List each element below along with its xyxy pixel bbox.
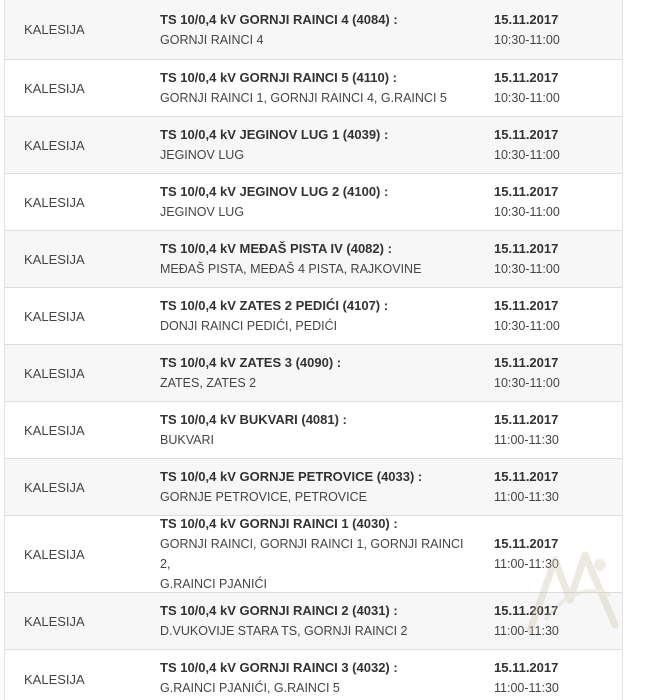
- station-areas: G.RAINCI PJANIĆI, G.RAINCI 5: [160, 681, 340, 695]
- station-areas: BUKVARI: [160, 433, 214, 447]
- table-row: [5, 0, 622, 60]
- station-name: TS 10/0,4 kV BUKVARI (4081) :: [160, 412, 347, 427]
- time-cell: [475, 601, 622, 641]
- station-name: TS 10/0,4 kV ZATES 3 (4090) :: [160, 355, 342, 370]
- outage-time: 10:30-11:00: [494, 319, 560, 333]
- station-cell: [142, 182, 475, 222]
- station-name: TS 10/0,4 kV GORNJE PETROVICE (4033) :: [160, 469, 423, 484]
- outage-date: 15.11.2017: [494, 127, 559, 142]
- station-name: TS 10/0,4 kV GORNJI RAINCI 2 (4031) :: [160, 603, 398, 618]
- outage-time: 10:30-11:00: [494, 376, 560, 390]
- municipality-cell: KALESIJA: [24, 672, 85, 687]
- station-name: TS 10/0,4 kV GORNJI RAINCI 5 (4110) :: [160, 70, 397, 85]
- station-cell: [142, 353, 475, 393]
- time-cell: [475, 10, 622, 50]
- station-cell: [142, 410, 475, 450]
- outage-date: 15.11.2017: [494, 184, 559, 199]
- table-row: [5, 593, 622, 650]
- time-cell: [475, 467, 622, 507]
- municipality-cell: KALESIJA: [24, 365, 85, 381]
- outage-date: 15.11.2017: [494, 412, 559, 427]
- station-areas: MEĐAŠ PISTA, MEĐAŠ 4 PISTA, RAJKOVINE: [160, 262, 422, 276]
- outage-time: 10:30-11:00: [494, 148, 560, 162]
- outage-time: 10:30-11:00: [494, 205, 560, 219]
- station-areas: G.RAINCI PJANIĆI: [160, 577, 267, 591]
- station-cell: [142, 514, 475, 594]
- table-row: [5, 60, 622, 117]
- outage-date: 15.11.2017: [494, 603, 559, 618]
- outage-time: 11:00-11:30: [494, 490, 559, 504]
- station-name: TS 10/0,4 kV JEGINOV LUG 2 (4100) :: [160, 184, 389, 199]
- municipality-cell: KALESIJA: [24, 80, 85, 96]
- time-cell: [475, 410, 622, 450]
- station-cell: [142, 10, 475, 50]
- table-row: [5, 345, 622, 402]
- time-cell: [475, 296, 622, 336]
- station-name: TS 10/0,4 kV GORNJI RAINCI 1 (4030) :: [160, 516, 398, 531]
- outage-time: 10:30-11:00: [494, 32, 560, 47]
- outage-time: 11:00-11:30: [494, 681, 559, 695]
- station-areas: GORNJI RAINCI 1, GORNJI RAINCI 4, G.RAINCI 5: [160, 91, 447, 105]
- municipality-cell: KALESIJA: [24, 308, 85, 324]
- municipality-cell: KALESIJA: [24, 479, 85, 495]
- outage-date: 15.11.2017: [494, 11, 559, 27]
- time-cell: [475, 68, 622, 108]
- station-areas: GORNJI RAINCI 4: [160, 32, 264, 47]
- station-cell: [142, 296, 475, 336]
- municipality-cell: KALESIJA: [24, 22, 85, 37]
- outage-date: 15.11.2017: [494, 536, 559, 551]
- outage-date: 15.11.2017: [494, 241, 559, 256]
- outage-time: 10:30-11:00: [494, 91, 560, 105]
- table-row: [5, 231, 622, 288]
- outage-time: 11:00-11:30: [494, 624, 559, 638]
- outage-date: 15.11.2017: [494, 660, 559, 675]
- outage-table: [4, 0, 623, 700]
- station-areas: GORNJI RAINCI, GORNJI RAINCI 1, GORNJI RAINCI 2,: [160, 537, 464, 571]
- municipality-cell: KALESIJA: [24, 137, 85, 153]
- table-row: [5, 650, 622, 700]
- station-areas: JEGINOV LUG: [160, 148, 245, 162]
- table-row: [5, 402, 622, 459]
- station-name: TS 10/0,4 kV GORNJI RAINCI 3 (4032) :: [160, 660, 398, 675]
- municipality-cell: KALESIJA: [24, 194, 85, 210]
- table-row: [5, 288, 622, 345]
- station-areas: D.VUKOVIJE STARA TS, GORNJI RAINCI 2: [160, 624, 408, 638]
- municipality-cell: KALESIJA: [24, 546, 85, 562]
- station-areas: GORNJE PETROVICE, PETROVICE: [160, 490, 367, 504]
- time-cell: [475, 125, 622, 165]
- outage-date: 15.11.2017: [494, 469, 559, 484]
- municipality-cell: KALESIJA: [24, 422, 85, 438]
- station-areas: ZATES, ZATES 2: [160, 376, 257, 390]
- station-areas: DONJI RAINCI PEDIĆI, PEDIĆI: [160, 319, 338, 333]
- outage-time: 10:30-11:00: [494, 262, 560, 276]
- station-areas: JEGINOV LUG: [160, 205, 245, 219]
- station-cell: [142, 658, 475, 698]
- station-cell: [142, 239, 475, 279]
- municipality-cell: KALESIJA: [24, 613, 85, 629]
- time-cell: [475, 658, 622, 698]
- table-row: [5, 516, 622, 593]
- time-cell: [475, 182, 622, 222]
- station-name: TS 10/0,4 kV MEĐAŠ PISTA IV (4082) :: [160, 241, 392, 256]
- station-cell: [142, 601, 475, 641]
- station-cell: [142, 125, 475, 165]
- station-name: TS 10/0,4 kV JEGINOV LUG 1 (4039) :: [160, 127, 389, 142]
- table-row: [5, 117, 622, 174]
- time-cell: [475, 353, 622, 393]
- outage-time: 11:00-11:30: [494, 433, 559, 447]
- outage-date: 15.11.2017: [494, 70, 559, 85]
- time-cell: [475, 534, 622, 574]
- table-row: [5, 174, 622, 231]
- outage-date: 15.11.2017: [494, 298, 559, 313]
- station-cell: [142, 68, 475, 108]
- station-cell: [142, 467, 475, 507]
- outage-date: 15.11.2017: [494, 355, 559, 370]
- station-name: TS 10/0,4 kV GORNJI RAINCI 4 (4084) :: [160, 11, 398, 27]
- municipality-cell: KALESIJA: [24, 251, 85, 267]
- outage-time: 11:00-11:30: [494, 557, 559, 571]
- time-cell: [475, 239, 622, 279]
- station-name: TS 10/0,4 kV ZATES 2 PEDIĆI (4107) :: [160, 298, 389, 313]
- table-row: [5, 459, 622, 516]
